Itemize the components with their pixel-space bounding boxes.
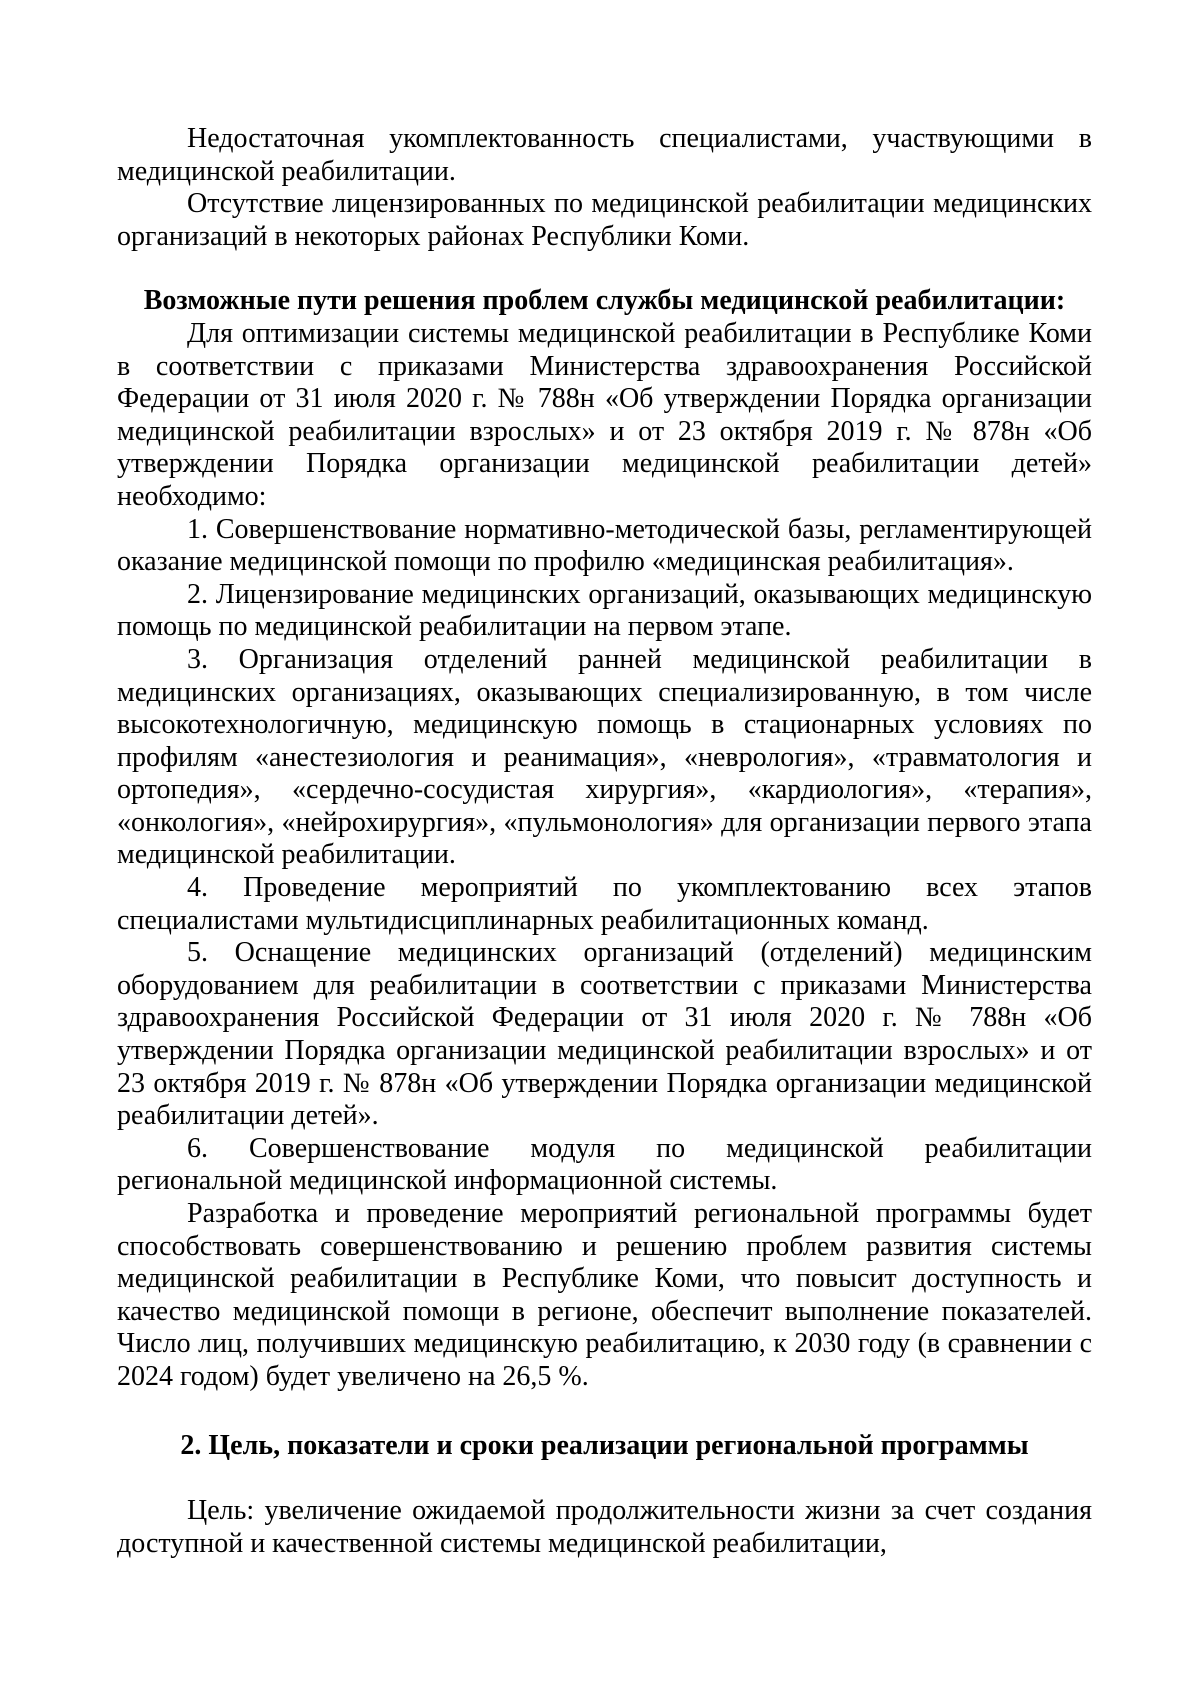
list-item-2: 2. Лицензирование медицинских организаций, оказывающих медицинскую помощь по медицинской реабилитации на первом этапе. xyxy=(117,578,1092,643)
paragraph-staffing-shortage: Недостаточная укомплектованность специалистами, участвующими в медицинской реабилитации. xyxy=(117,123,1092,187)
spacer xyxy=(117,1462,1092,1495)
list-item-3: 3. Организация отделений ранней медицинской реабилитации в медицинских организациях, оказывающих специализированную, в том числе высокотехнологичную, медицинскую помощь в стационарных условиях по профилям «анестезиология и реанимация», «неврология», «травматология и ортопедия», «сердечно-сосудистая хирургия», «кардиология», «терапия», «онкология», «нейрохирургия», «пульмонология» для организации первого этапа медицинской реабилитации. xyxy=(117,643,1092,871)
page-content xyxy=(117,123,1092,1560)
paragraph-no-licensed-organizations: Отсутствие лицензированных по медицинской реабилитации медицинских организаций в некоторых районах Республики Коми. xyxy=(117,188,1092,252)
paragraph-intro: Для оптимизации системы медицинской реабилитации в Республике Коми в соответствии с приказами Министерства здравоохранения Российской Федерации от 31 июля 2020 г. № 788н «Об утверждении Порядка организации медицинской реабилитации взрослых» и от 23 октября 2019 г. № 878н «Об утверждении Порядка организации медицинской реабилитации детей» необходимо: xyxy=(117,317,1092,512)
list-item-4: 4. Проведение мероприятий по укомплектованию всех этапов специалистами мультидисциплинарных реабилитационных команд. xyxy=(117,872,1092,936)
paragraph-summary: Разработка и проведение мероприятий региональной программы будет способствовать совершенствованию и решению проблем развития системы медицинской реабилитации в Республике Коми, что повысит доступность и качество медицинской помощи в регионе, обеспечит выполнение показателей. Число лиц, получивших медицинскую реабилитацию, к 2030 году (в сравнении с 2024 годом) будет увеличено на 26,5 %. xyxy=(117,1198,1092,1392)
spacer xyxy=(117,253,1092,285)
list-item-6: 6. Совершенствование модуля по медицинской реабилитации региональной медицинской информационной системы. xyxy=(117,1132,1092,1197)
list-item-1: 1. Совершенствование нормативно-методической базы, регламентирующей оказание медицинской помощи по профилю «медицинская реабилитация». xyxy=(117,513,1092,578)
spacer xyxy=(117,1394,1092,1430)
section-heading-solutions: Возможные пути решения проблем службы медицинской реабилитации: xyxy=(143,285,1066,317)
section-heading-goal: 2. Цель, показатели и сроки реализации региональной программы xyxy=(180,1429,1029,1461)
list-item-5: 5. Оснащение медицинских организаций (отделений) медицинским оборудованием для реабилитации в соответствии с приказами Министерства здравоохранения Российской Федерации от 31 июля 2020 г. № 788н «Об утверждении Порядка организации медицинской реабилитации взрослых» и от 23 октября 2019 г. № 878н «Об утверждении Порядка организации медицинской реабилитации детей». xyxy=(117,937,1092,1132)
paragraph-goal: Цель: увеличение ожидаемой продолжительности жизни за счет создания доступной и качественной системы медицинской реабилитации, xyxy=(117,1495,1092,1559)
